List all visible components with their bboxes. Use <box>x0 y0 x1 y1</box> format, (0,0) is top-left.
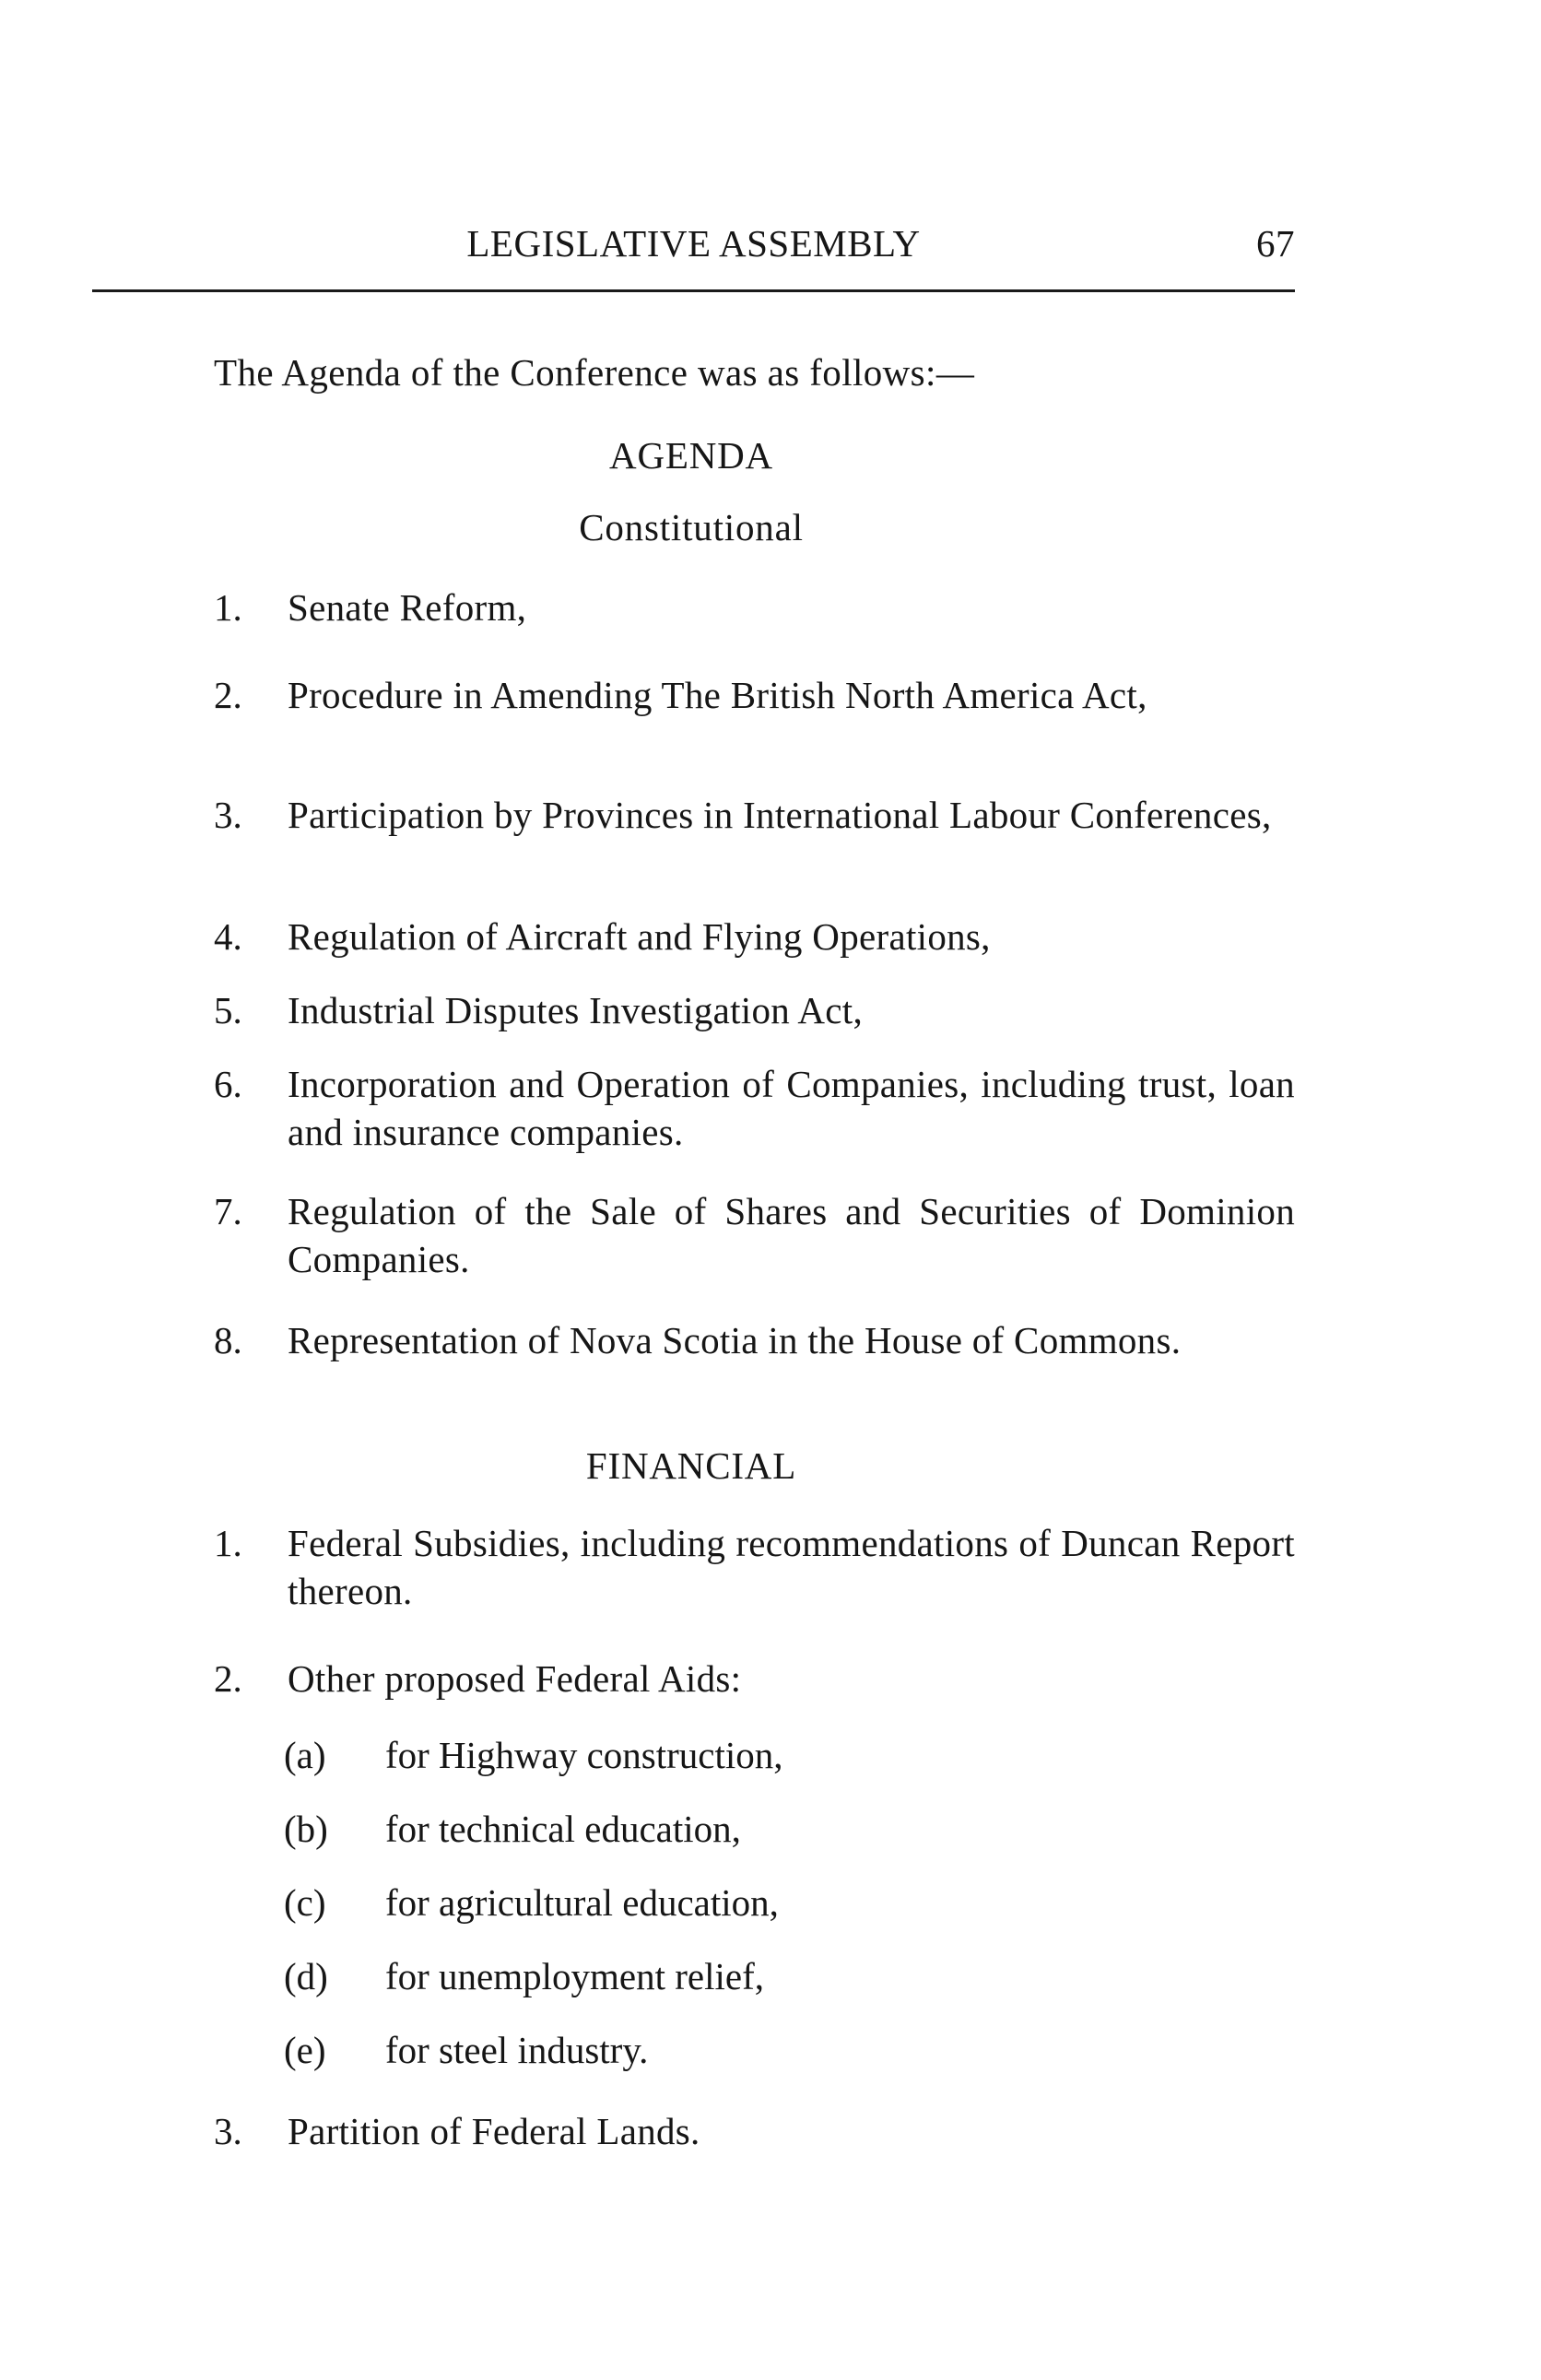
item-number: 8. <box>214 1319 242 1361</box>
item-number: 3. <box>214 794 242 836</box>
list-item <box>214 1187 1295 1283</box>
item-number: 1. <box>214 1522 242 1564</box>
sub-item-letter: (d) <box>284 1955 328 1997</box>
list-item <box>214 1519 1295 1615</box>
sub-item-text: for steel industry. <box>385 2029 649 2071</box>
sub-item-letter: (b) <box>284 1808 328 1850</box>
item-number: 7. <box>214 1190 242 1232</box>
running-header <box>92 221 1295 277</box>
list-item <box>214 1316 1295 1364</box>
item-text: Procedure in Amending The British North America Act, <box>288 674 1147 716</box>
sub-item-text: for unemployment relief, <box>385 1955 765 1997</box>
sub-item-letter: (c) <box>284 1881 326 1924</box>
item-text: Representation of Nova Scotia in the House of Commons. <box>288 1319 1182 1361</box>
header-rule <box>92 289 1295 292</box>
item-text: Incorporation and Operation of Companies, including trust, loan and insurance companies. <box>288 1063 1295 1153</box>
list-item <box>214 671 1295 719</box>
item-text: Industrial Disputes Investigation Act, <box>288 989 864 1031</box>
intro-sentence: The Agenda of the Conference was as follows:— <box>214 351 975 394</box>
agenda-heading: AGENDA <box>609 434 773 477</box>
list-item <box>214 1060 1295 1156</box>
item-number: 6. <box>214 1063 242 1105</box>
sub-item <box>284 1954 1113 1998</box>
constitutional-heading: Constitutional <box>579 506 804 548</box>
list-item <box>214 1655 1295 1703</box>
sub-item <box>284 1880 1113 1925</box>
item-text: Participation by Provinces in International Labour Conferences, <box>288 794 1272 836</box>
item-number: 4. <box>214 915 242 958</box>
sub-item-text: for technical education, <box>385 1808 741 1850</box>
list-item <box>214 986 1295 1034</box>
list-item <box>214 583 1295 631</box>
list-item <box>214 791 1295 839</box>
item-number: 5. <box>214 989 242 1031</box>
sub-item-text: for Highway construction, <box>385 1734 783 1776</box>
item-text: Other proposed Federal Aids: <box>288 1657 742 1700</box>
sub-item <box>284 2028 1113 2072</box>
item-number: 3. <box>214 2110 242 2152</box>
item-text: Regulation of Aircraft and Flying Operations, <box>288 915 991 958</box>
item-text: Regulation of the Sale of Shares and Securities of Dominion Companies. <box>288 1190 1295 1280</box>
sub-item-text: for agricultural education, <box>385 1881 779 1924</box>
list-item <box>214 2107 1295 2155</box>
sub-item <box>284 1733 1113 1777</box>
list-item <box>214 913 1295 960</box>
item-number: 1. <box>214 586 242 629</box>
financial-heading: FINANCIAL <box>585 1444 797 1487</box>
sub-item-letter: (e) <box>284 2029 326 2071</box>
sub-item-letter: (a) <box>284 1734 326 1776</box>
item-text: Senate Reform, <box>288 586 527 629</box>
item-text: Partition of Federal Lands. <box>288 2110 700 2152</box>
item-number: 2. <box>214 1657 242 1700</box>
page-number: 67 <box>1256 222 1295 265</box>
running-header-title: LEGISLATIVE ASSEMBLY <box>466 222 921 265</box>
item-text: Federal Subsidies, including recommendations of Duncan Report thereon. <box>288 1522 1295 1612</box>
item-number: 2. <box>214 674 242 716</box>
sub-item <box>284 1807 1113 1851</box>
